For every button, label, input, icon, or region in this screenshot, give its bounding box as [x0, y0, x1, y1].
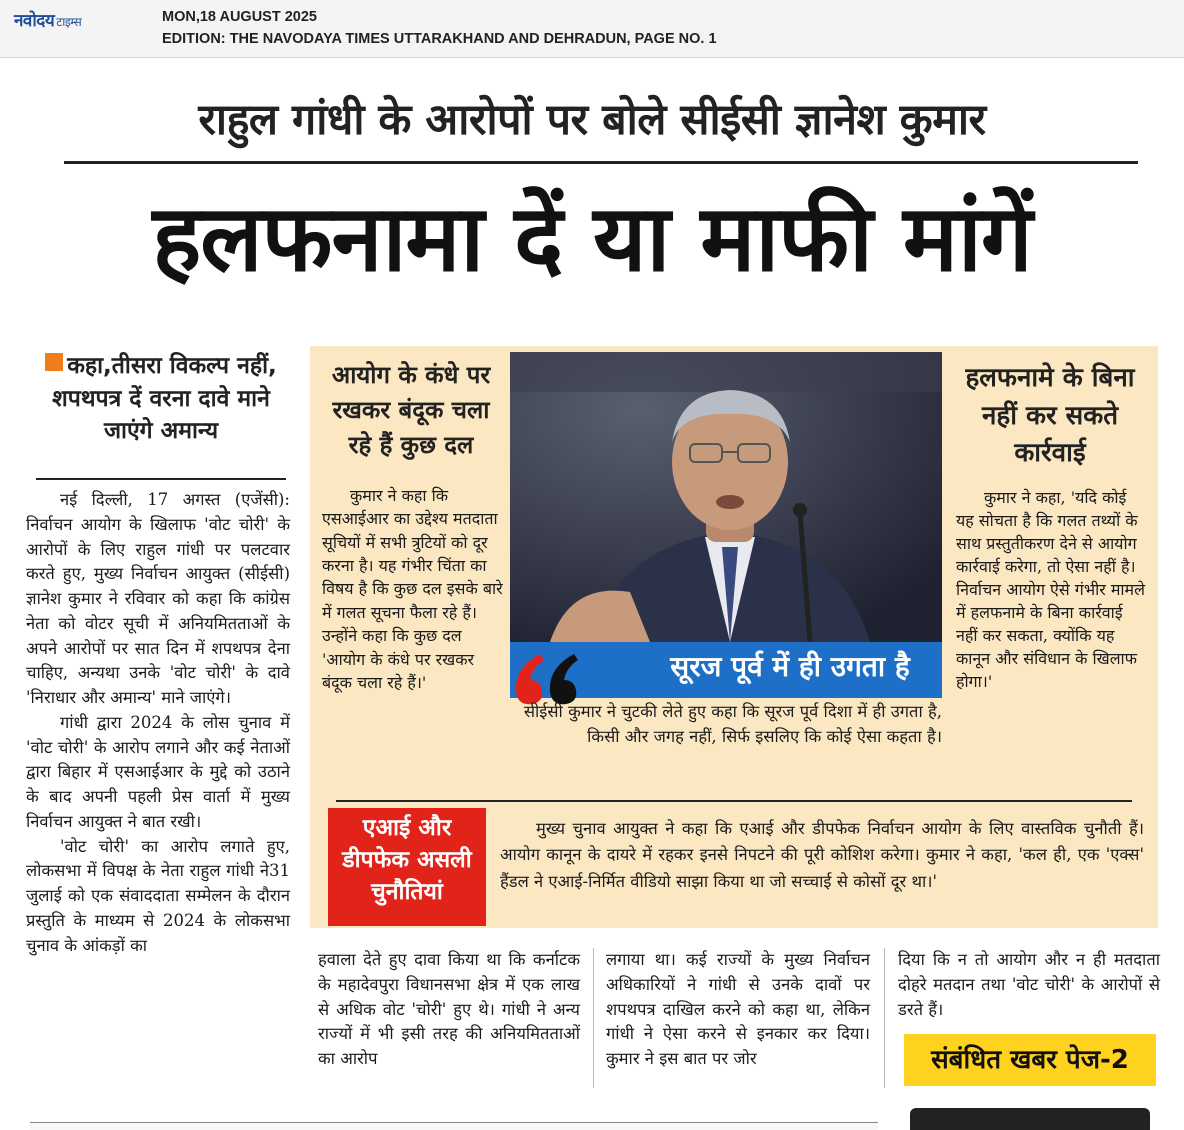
speaker-illustration — [510, 352, 942, 642]
article-column-2: हवाला देते हुए दावा किया था कि कर्नाटक के महादेवपुरा विधानसभा क्षेत्र में एक लाख से अधिक वोट 'चोरी' हुए थे। गांधी ने अन्य राज्यों में भी इसी तरह की अनियमितताओं का आरोप — [318, 950, 580, 1068]
quote-body: सीईसी कुमार ने चुटकी लेते हुए कहा कि सूरज पूर्व दिशा में ही उगता है, किसी और जगह नहीं, सिर्फ इसलिए कि कोई ऐसा कहता है। — [523, 702, 942, 746]
subheadline-text: कहा,तीसरा विकल्प नहीं, शपथपत्र दें वरना दावे माने जाएंगे अमान्य — [52, 353, 277, 445]
paragraph: 'वोट चोरी' का आरोप लगाते हुए, लोकसभा में विपक्ष के नेता राहुल गांधी ने31 जुलाई को एक संवाददाता सम्मेलन के दौरान प्रस्तुति के माध्यम से 2024 के लोकसभा चुनाव के आंकड़ों का — [26, 836, 290, 955]
newspaper-logo — [14, 8, 81, 31]
logo-sub: टाइम्स — [56, 15, 82, 29]
article-column-1 — [26, 488, 290, 958]
article-column-4: दिया कि न तो आयोग और न ही मतदाता दोहरे मतदान तथा 'वोट चोरी' के आरोपों से डरते हैं। — [898, 950, 1160, 1019]
paragraph: नई दिल्ली, 17 अगस्त (एजेंसी): निर्वाचन आयोग के खिलाफ 'वोट चोरी' के आरोपों के लिए राहुल गांधी पर पलटवार करते हुए, मुख्य निर्वाचन आयुक्त (सीईसी) ज्ञानेश कुमार ने रविवार को कहा कि कांग्रेस नेता को वोटर सूची में अनियमितताओं के अपने आरोपों पर सात दिन में शपथपत्र देना चाहिए, अन्यथा उनके 'वोट चोरी' के दावे 'निराधार और अमान्य' माने जाएंगे। — [26, 490, 290, 707]
ai-deepfake-box: एआई और डीपफेक असली चुनौतियां — [328, 808, 486, 926]
kicker-rule — [64, 161, 1138, 164]
subheadline — [36, 350, 286, 448]
next-article-edge — [30, 1122, 878, 1130]
bullet-square-icon — [45, 353, 63, 371]
kicker-headline: राहुल गांधी के आरोपों पर बोले सीईसी ज्ञानेश कुमार — [198, 95, 986, 145]
panel-right-heading: हलफनामे के बिना नहीं कर सकते कार्रवाई — [965, 363, 1135, 469]
related-news-tag: संबंधित खबर पेज-2 — [904, 1034, 1156, 1086]
panel-divider — [336, 800, 1132, 802]
cec-photo — [510, 352, 942, 642]
panel-left-heading: आयोग के कंधे पर रखकर बंदूक चला रहे हैं कुछ दल — [331, 361, 491, 459]
paragraph: गांधी द्वारा 2024 के लोस चुनाव में 'वोट चोरी' के आरोप लगाने और कई नेताओं द्वारा बिहार में एसआईआर के मुद्दे को उठाने के बाद अपनी पहली प्रेस वार्ता में मुख्य निर्वाचन आयुक्त ने बात रखी। — [26, 712, 290, 831]
column-divider — [593, 948, 594, 1088]
logo-main: नवोदय — [14, 11, 55, 31]
next-headline-fragment — [910, 1100, 1150, 1130]
main-headline: हलफनामा दें या माफी मांगें — [152, 185, 1032, 292]
ai-body: मुख्य चुनाव आयुक्त ने कहा कि एआई और डीपफेक निर्वाचन आयोग के लिए वास्तविक चुनौती हैं। आयोग कानून के दायरे में रहकर इनसे निपटने की पूरी कोशिश करेगा। कुमार ने कहा, 'कल ही, एक 'एक्स' हैंडल ने एआई-निर्मित वीडियो साझा किया था जो सच्चाई से कोसों दूर था।' — [500, 819, 1144, 891]
panel-right-body: कुमार ने कहा, 'यदि कोई यह सोचता है कि गलत तथ्यों के साथ प्रस्तुतीकरण देने से आयोग कार्रवाई करेगा, तो ऐसा नहीं है। निर्वाचन आयोग ऐसे गंभीर मामले में हलफनामे के बिना कार्रवाई नहीं कर सकता, क्योंकि यह कानून और संविधान के खिलाफ होगा।' — [956, 488, 1145, 692]
article-column-3: लगाया था। कई राज्यों के मुख्य निर्वाचन अधिकारियों ने गांधी से उनके दावों पर शपथपत्र दाखिल करने को कहा था, लेकिन गांधी ने ऐसा करने से इनकार कर दिया। कुमार ने इस बात पर जोर — [606, 950, 870, 1068]
quote-title: सूरज पूर्व में ही उगता है — [670, 650, 910, 683]
panel-left-body: कुमार ने कहा कि एसआईआर का उद्देश्य मतदाता सूचियों में सभी त्रुटियों को दूर करना है। यह गंभीर चिंता का विषय है कि कुछ दल इसके बारे में गलत सूचना फैला रहे हैं। उन्होंने कहा कि कुछ दल 'आयोग के कंधे पर रखकर बंदूक चला रहे हैं।' — [322, 486, 503, 692]
edition-info: EDITION: THE NAVODAYA TIMES UTTARAKHAND AND DEHRADUN, PAGE NO. 1 — [162, 31, 717, 47]
column-divider — [884, 948, 885, 1088]
subhead-rule — [36, 478, 286, 480]
edition-date: MON,18 AUGUST 2025 — [162, 9, 317, 25]
